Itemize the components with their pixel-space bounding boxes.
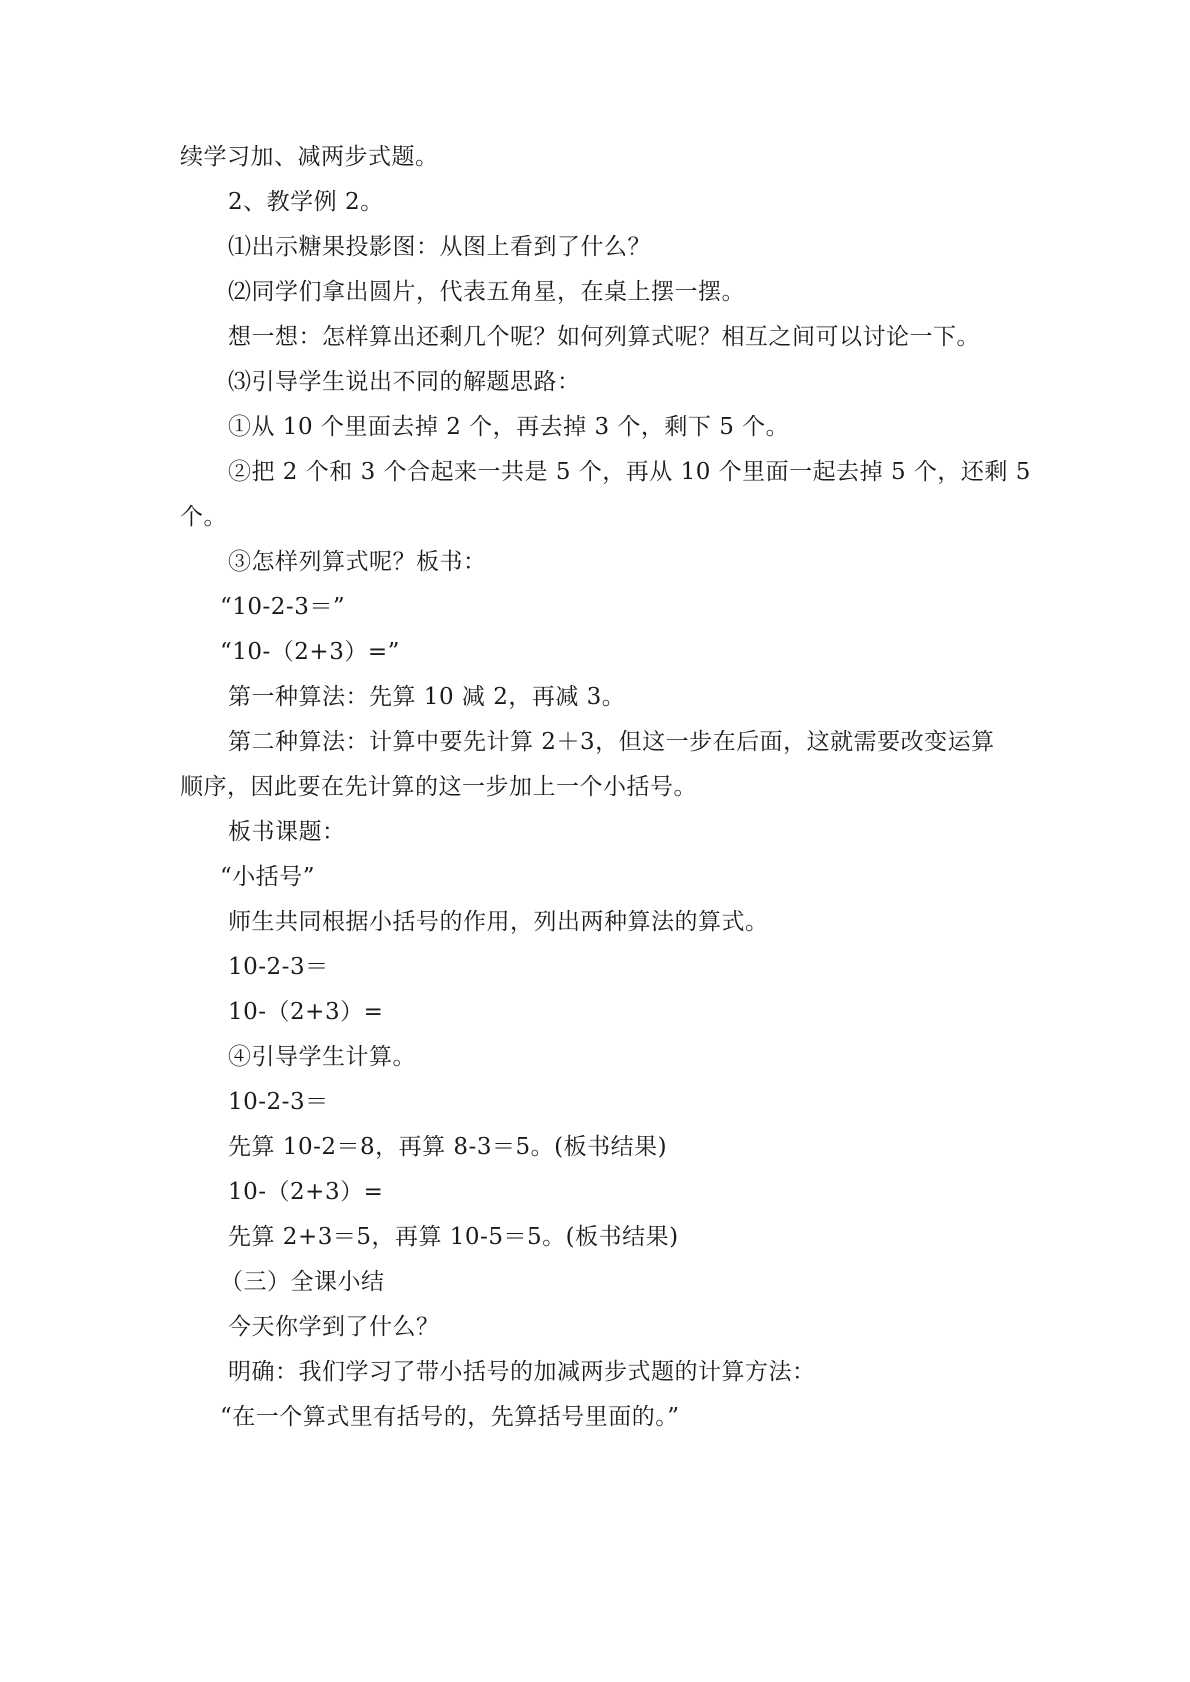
text-line: ④引导学生计算。 — [228, 1044, 416, 1070]
text-line: 板书课题： — [228, 819, 346, 845]
text-line: ③怎样列算式呢？板书： — [228, 549, 487, 575]
text-line: “10-（2+3）=” — [220, 639, 400, 665]
text-line: 先算 2+3＝5，再算 10-5＝5。(板书结果) — [228, 1224, 679, 1250]
text-line: 个。 — [180, 504, 227, 530]
text-line: 第二种算法：计算中要先计算 2＋3，但这一步在后面，这就需要改变运算 — [228, 729, 995, 755]
section-heading: （三）全课小结 — [220, 1269, 385, 1295]
text-line: ⑶引导学生说出不同的解题思路： — [228, 369, 581, 395]
text-line: 今天你学到了什么？ — [228, 1314, 440, 1340]
text-line: 2、教学例 2。 — [228, 189, 384, 215]
text-line: ①从 10 个里面去掉 2 个，再去掉 3 个，剩下 5 个。 — [228, 414, 790, 440]
text-line: “10-2-3＝” — [220, 594, 346, 620]
text-line: “在一个算式里有括号的，先算括号里面的。” — [220, 1404, 680, 1430]
text-line: 明确：我们学习了带小括号的加减两步式题的计算方法： — [228, 1359, 816, 1385]
text-line: 10-2-3＝ — [228, 954, 329, 980]
text-line: 10-2-3＝ — [228, 1089, 329, 1115]
text-line: 先算 10-2＝8，再算 8-3＝5。(板书结果) — [228, 1134, 668, 1160]
text-line: ②把 2 个和 3 个合起来一共是 5 个，再从 10 个里面一起去掉 5 个，还剩 5 — [228, 459, 1031, 485]
text-line: ⑴出示糖果投影图：从图上看到了什么？ — [228, 234, 651, 260]
text-line: 顺序，因此要在先计算的这一步加上一个小括号。 — [180, 774, 697, 800]
text-line: 续学习加、减两步式题。 — [180, 144, 439, 170]
text-line: 师生共同根据小括号的作用，列出两种算法的算式。 — [228, 909, 769, 935]
text-line: “小括号” — [220, 864, 316, 890]
text-line: 想一想：怎样算出还剩几个呢？如何列算式呢？相互之间可以讨论一下。 — [228, 324, 980, 350]
text-line: 第一种算法：先算 10 减 2，再减 3。 — [228, 684, 626, 710]
text-line: 10-（2+3）= — [228, 999, 384, 1025]
text-line: ⑵同学们拿出圆片，代表五角星，在桌上摆一摆。 — [228, 279, 745, 305]
text-line: 10-（2+3）= — [228, 1179, 384, 1205]
